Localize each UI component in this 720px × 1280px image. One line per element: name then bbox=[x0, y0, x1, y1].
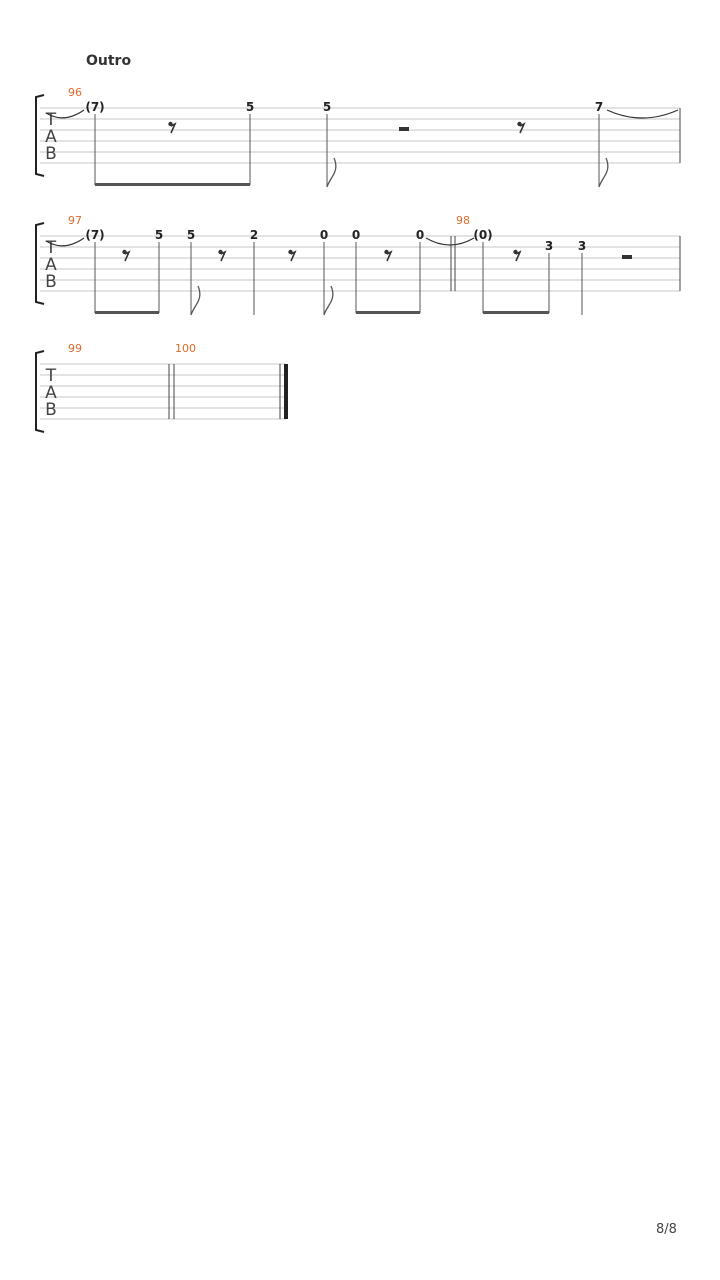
fret-number: 5 bbox=[245, 100, 255, 114]
tab-clef-b: B bbox=[45, 144, 57, 164]
tab-clef-system-1 bbox=[45, 110, 57, 164]
staff-lines-system-3 bbox=[40, 364, 286, 419]
measure-numbers bbox=[68, 86, 470, 355]
measure-number: 100 bbox=[175, 342, 196, 355]
tab-clef-t: T bbox=[45, 110, 57, 130]
note-flag bbox=[599, 158, 608, 187]
tab-clef-a: A bbox=[45, 127, 57, 147]
system-2-notes bbox=[46, 228, 632, 315]
eighth-rest bbox=[513, 250, 520, 261]
tab-clef-system-2 bbox=[45, 238, 57, 292]
fret-number: 7 bbox=[594, 100, 604, 114]
eighth-rest bbox=[517, 122, 524, 133]
tab-clef-t: T bbox=[45, 366, 57, 386]
system-bracket bbox=[36, 223, 44, 304]
tie-arc bbox=[607, 110, 678, 118]
page-number: 8/8 bbox=[656, 1222, 677, 1237]
fret-number: 3 bbox=[577, 239, 587, 253]
eighth-rest bbox=[218, 250, 225, 261]
fret-number: 5 bbox=[186, 228, 196, 242]
eighth-rest bbox=[288, 250, 295, 261]
tablature-score bbox=[0, 0, 720, 460]
fret-number: 0 bbox=[351, 228, 361, 242]
beam bbox=[483, 311, 549, 314]
half-rest bbox=[399, 127, 409, 131]
fret-number: 3 bbox=[544, 239, 554, 253]
fret-number: (7) bbox=[85, 228, 105, 242]
system-brackets bbox=[36, 95, 44, 432]
eighth-rest bbox=[122, 250, 129, 261]
final-barline bbox=[284, 364, 288, 419]
tab-clef-b: B bbox=[45, 272, 57, 292]
fret-number: 2 bbox=[249, 228, 259, 242]
note-flag bbox=[191, 286, 200, 315]
fret-number: (0) bbox=[473, 228, 493, 242]
beam bbox=[356, 311, 420, 314]
measure-number: 98 bbox=[456, 214, 470, 227]
tab-clef-t: T bbox=[45, 238, 57, 258]
fret-number: 5 bbox=[322, 100, 332, 114]
fret-number: 5 bbox=[154, 228, 164, 242]
measure-number: 96 bbox=[68, 86, 82, 99]
staff-lines-system-1 bbox=[40, 108, 680, 163]
beam bbox=[95, 311, 159, 314]
barlines bbox=[169, 108, 680, 419]
fret-number: (7) bbox=[85, 100, 105, 114]
eighth-rest bbox=[168, 122, 175, 133]
measure-number: 99 bbox=[68, 342, 82, 355]
tab-clef-a: A bbox=[45, 255, 57, 275]
system-bracket bbox=[36, 95, 44, 176]
system-1-notes bbox=[46, 100, 678, 187]
tab-clef-a: A bbox=[45, 383, 57, 403]
section-label: Outro bbox=[86, 53, 132, 69]
fret-number: 0 bbox=[319, 228, 329, 242]
tab-clef-b: B bbox=[45, 400, 57, 420]
system-bracket bbox=[36, 351, 44, 432]
measure-number: 97 bbox=[68, 214, 82, 227]
tie-arc bbox=[426, 238, 474, 245]
note-flag bbox=[327, 158, 336, 187]
eighth-rest bbox=[384, 250, 391, 261]
half-rest bbox=[622, 255, 632, 259]
beam bbox=[95, 183, 250, 186]
tab-clef-system-3 bbox=[45, 366, 57, 420]
note-flag bbox=[324, 286, 333, 315]
fret-number: 0 bbox=[415, 228, 425, 242]
